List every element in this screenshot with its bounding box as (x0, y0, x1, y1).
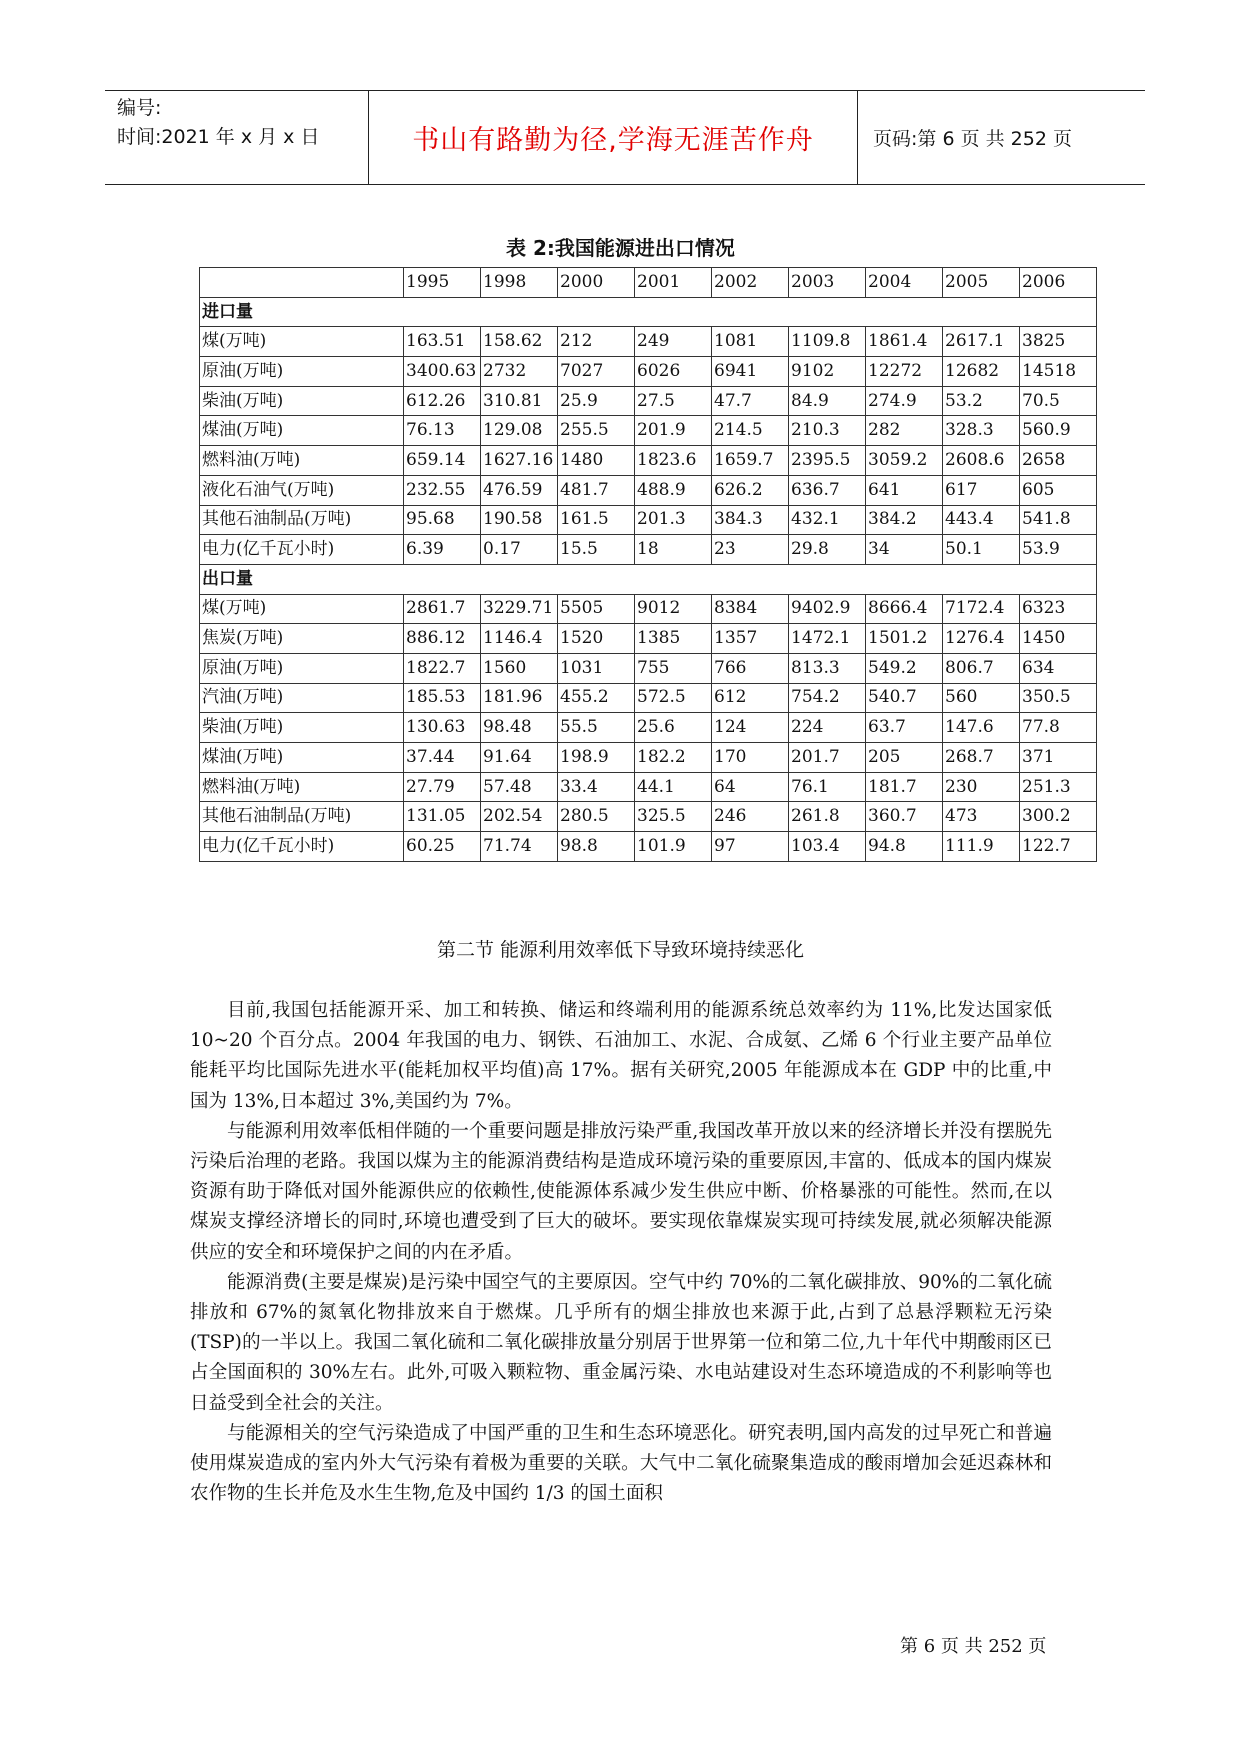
value-cell: 455.2 (558, 683, 635, 713)
value-cell: 488.9 (635, 475, 712, 505)
row-label-cell: 燃料油(万吨) (200, 446, 404, 476)
header-time: 时间:2021 年 x 月 x 日 (117, 126, 320, 148)
value-cell: 1450 (1020, 624, 1097, 654)
value-cell: 224 (789, 713, 866, 743)
value-cell: 641 (866, 475, 943, 505)
value-cell: 1276.4 (943, 624, 1020, 654)
value-cell: 14518 (1020, 357, 1097, 387)
value-cell: 481.7 (558, 475, 635, 505)
value-cell: 549.2 (866, 653, 943, 683)
paragraph: 与能源利用效率低相伴随的一个重要问题是排放污染严重,我国改革开放以来的经济增长并没有摆脱先污染后治理的老路。我国以煤为主的能源消费结构是造成环境污染的重要原因,丰富的、低成本的国内煤炭资源有助于降低对国外能源供应的依赖性,使能源体系减少发生供应中断、价格暴涨的可能性。然而,在以煤炭支撑经济增长的同时,环境也遭受到了巨大的破坏。要实现依靠煤炭实现可持续发展,就必须解决能源供应的安全和环境保护之间的内在矛盾。 (190, 1120, 1052, 1263)
value-cell: 1659.7 (712, 446, 789, 476)
value-cell: 185.53 (404, 683, 481, 713)
value-cell: 97 (712, 832, 789, 862)
value-cell: 15.5 (558, 535, 635, 565)
value-cell: 29.8 (789, 535, 866, 565)
table-row (200, 386, 1097, 416)
value-cell: 95.68 (404, 505, 481, 535)
value-cell: 44.1 (635, 772, 712, 802)
row-label-cell: 电力(亿千瓦小时) (200, 535, 404, 565)
value-cell: 1081 (712, 327, 789, 357)
section-title: 第二节 能源利用效率低下导致环境持续恶化 (436, 939, 805, 961)
row-label-cell: 煤油(万吨) (200, 416, 404, 446)
table-row (200, 683, 1097, 713)
year-header-cell: 1995 (404, 268, 481, 298)
value-cell: 282 (866, 416, 943, 446)
value-cell: 350.5 (1020, 683, 1097, 713)
value-cell: 1627.16 (481, 446, 558, 476)
value-cell: 659.14 (404, 446, 481, 476)
value-cell: 371 (1020, 743, 1097, 773)
value-cell: 232.55 (404, 475, 481, 505)
value-cell: 23 (712, 535, 789, 565)
value-cell: 1480 (558, 446, 635, 476)
value-cell: 6323 (1020, 594, 1097, 624)
header-motto: 书山有路勤为径,学海无涯苦作舟 (412, 125, 814, 156)
row-label-cell: 煤(万吨) (200, 594, 404, 624)
value-cell: 634 (1020, 653, 1097, 683)
value-cell: 170 (712, 743, 789, 773)
value-cell: 122.7 (1020, 832, 1097, 862)
value-cell: 53.2 (943, 386, 1020, 416)
value-cell: 1031 (558, 653, 635, 683)
value-cell: 205 (866, 743, 943, 773)
table-row (200, 713, 1097, 743)
value-cell: 1357 (712, 624, 789, 654)
value-cell: 432.1 (789, 505, 866, 535)
body-text (190, 996, 1052, 1509)
year-header-cell: 2004 (866, 268, 943, 298)
table-row (200, 416, 1097, 446)
value-cell: 9012 (635, 594, 712, 624)
value-cell: 101.9 (635, 832, 712, 862)
value-cell: 3400.63 (404, 357, 481, 387)
value-cell: 8666.4 (866, 594, 943, 624)
value-cell: 755 (635, 653, 712, 683)
table-header-row (200, 268, 1097, 298)
value-cell: 230 (943, 772, 1020, 802)
value-cell: 9402.9 (789, 594, 866, 624)
table-row (200, 772, 1097, 802)
year-header-cell: 2003 (789, 268, 866, 298)
value-cell: 25.6 (635, 713, 712, 743)
page-header (105, 90, 1145, 185)
paragraph: 能源消费(主要是煤炭)是污染中国空气的主要原因。空气中约 70%的二氧化碳排放、90%的二氧化硫排放和 67%的氮氧化物排放来自于燃煤。几乎所有的烟尘排放也来源于此,占到了总悬浮颗粒无污染(TSP)的一半以上。我国二氧化硫和二氧化碳排放量分别居于世界第一位和第二位,九十年代中期酸雨区已占全国面积的 30%左右。此外,可吸入颗粒物、重金属污染、水电站建设对生态环境造成的不利影响等也日益受到全社会的关注。 (190, 1271, 1052, 1414)
value-cell: 886.12 (404, 624, 481, 654)
value-cell: 1109.8 (789, 327, 866, 357)
value-cell: 94.8 (866, 832, 943, 862)
value-cell: 76.13 (404, 416, 481, 446)
value-cell: 64 (712, 772, 789, 802)
value-cell: 12682 (943, 357, 1020, 387)
section-label: 进口量 (200, 297, 1097, 327)
value-cell: 131.05 (404, 802, 481, 832)
year-header-cell: 2006 (1020, 268, 1097, 298)
row-label-cell: 焦炭(万吨) (200, 624, 404, 654)
value-cell: 84.9 (789, 386, 866, 416)
table-row (200, 535, 1097, 565)
value-cell: 5505 (558, 594, 635, 624)
value-cell: 130.63 (404, 713, 481, 743)
row-label-cell: 煤(万吨) (200, 327, 404, 357)
value-cell: 246 (712, 802, 789, 832)
value-cell: 161.5 (558, 505, 635, 535)
table-row (200, 802, 1097, 832)
value-cell: 7027 (558, 357, 635, 387)
row-label-cell: 原油(万吨) (200, 357, 404, 387)
value-cell: 1472.1 (789, 624, 866, 654)
value-cell: 210.3 (789, 416, 866, 446)
value-cell: 2608.6 (943, 446, 1020, 476)
value-cell: 1501.2 (866, 624, 943, 654)
value-cell: 6026 (635, 357, 712, 387)
value-cell: 124 (712, 713, 789, 743)
value-cell: 8384 (712, 594, 789, 624)
row-label-cell: 柴油(万吨) (200, 386, 404, 416)
value-cell: 384.2 (866, 505, 943, 535)
value-cell: 98.48 (481, 713, 558, 743)
value-cell: 6941 (712, 357, 789, 387)
value-cell: 201.3 (635, 505, 712, 535)
value-cell: 76.1 (789, 772, 866, 802)
row-label-cell: 柴油(万吨) (200, 713, 404, 743)
value-cell: 1560 (481, 653, 558, 683)
year-header-cell: 1998 (481, 268, 558, 298)
value-cell: 9102 (789, 357, 866, 387)
value-cell: 3059.2 (866, 446, 943, 476)
value-cell: 473 (943, 802, 1020, 832)
value-cell: 214.5 (712, 416, 789, 446)
value-cell: 129.08 (481, 416, 558, 446)
table-row (200, 446, 1097, 476)
value-cell: 560.9 (1020, 416, 1097, 446)
year-header-cell: 2005 (943, 268, 1020, 298)
value-cell: 1146.4 (481, 624, 558, 654)
table-row (200, 357, 1097, 387)
value-cell: 806.7 (943, 653, 1020, 683)
header-divider (857, 91, 858, 184)
header-meta (117, 94, 367, 152)
value-cell: 25.9 (558, 386, 635, 416)
value-cell: 0.17 (481, 535, 558, 565)
value-cell: 325.5 (635, 802, 712, 832)
row-label-cell: 原油(万吨) (200, 653, 404, 683)
value-cell: 1861.4 (866, 327, 943, 357)
value-cell: 163.51 (404, 327, 481, 357)
value-cell: 328.3 (943, 416, 1020, 446)
value-cell: 63.7 (866, 713, 943, 743)
value-cell: 201.9 (635, 416, 712, 446)
value-cell: 2617.1 (943, 327, 1020, 357)
table-row (200, 327, 1097, 357)
table-row (200, 475, 1097, 505)
row-label-cell: 其他石油制品(万吨) (200, 802, 404, 832)
row-label-cell: 液化石油气(万吨) (200, 475, 404, 505)
value-cell: 636.7 (789, 475, 866, 505)
value-cell: 98.8 (558, 832, 635, 862)
year-header-cell: 2002 (712, 268, 789, 298)
value-cell: 12272 (866, 357, 943, 387)
value-cell: 572.5 (635, 683, 712, 713)
value-cell: 60.25 (404, 832, 481, 862)
value-cell: 2395.5 (789, 446, 866, 476)
table-title: 表 2:我国能源进出口情况 (506, 236, 735, 260)
value-cell: 300.2 (1020, 802, 1097, 832)
value-cell: 27.79 (404, 772, 481, 802)
value-cell: 212 (558, 327, 635, 357)
value-cell: 626.2 (712, 475, 789, 505)
value-cell: 33.4 (558, 772, 635, 802)
paragraph: 与能源相关的空气污染造成了中国严重的卫生和生态环境恶化。研究表明,国内高发的过早死亡和普遍使用煤炭造成的室内外大气污染有着极为重要的关联。大气中二氧化硫聚集造成的酸雨增加会延迟森林和农作物的生长并危及水生生物,危及中国约 1/3 的国土面积 (190, 1422, 1052, 1505)
value-cell: 91.64 (481, 743, 558, 773)
table-row (200, 743, 1097, 773)
value-cell: 50.1 (943, 535, 1020, 565)
value-cell: 754.2 (789, 683, 866, 713)
value-cell: 6.39 (404, 535, 481, 565)
row-label-cell: 煤油(万吨) (200, 743, 404, 773)
value-cell: 18 (635, 535, 712, 565)
table-section-row (200, 564, 1097, 594)
value-cell: 766 (712, 653, 789, 683)
value-cell: 560 (943, 683, 1020, 713)
value-cell: 255.5 (558, 416, 635, 446)
value-cell: 37.44 (404, 743, 481, 773)
value-cell: 476.59 (481, 475, 558, 505)
value-cell: 70.5 (1020, 386, 1097, 416)
value-cell: 2658 (1020, 446, 1097, 476)
year-header-cell: 2000 (558, 268, 635, 298)
header-number-label: 编号: (117, 97, 162, 119)
value-cell: 268.7 (943, 743, 1020, 773)
value-cell: 813.3 (789, 653, 866, 683)
value-cell: 360.7 (866, 802, 943, 832)
value-cell: 1823.6 (635, 446, 712, 476)
value-cell: 3229.71 (481, 594, 558, 624)
value-cell: 274.9 (866, 386, 943, 416)
row-label-cell: 电力(亿千瓦小时) (200, 832, 404, 862)
value-cell: 310.81 (481, 386, 558, 416)
year-header-cell: 2001 (635, 268, 712, 298)
value-cell: 1520 (558, 624, 635, 654)
value-cell: 77.8 (1020, 713, 1097, 743)
value-cell: 261.8 (789, 802, 866, 832)
value-cell: 147.6 (943, 713, 1020, 743)
value-cell: 71.74 (481, 832, 558, 862)
value-cell: 27.5 (635, 386, 712, 416)
value-cell: 53.9 (1020, 535, 1097, 565)
value-cell: 249 (635, 327, 712, 357)
section-label: 出口量 (200, 564, 1097, 594)
table-row (200, 832, 1097, 862)
value-cell: 251.3 (1020, 772, 1097, 802)
table-row (200, 594, 1097, 624)
value-cell: 384.3 (712, 505, 789, 535)
value-cell: 103.4 (789, 832, 866, 862)
row-label-cell: 汽油(万吨) (200, 683, 404, 713)
table-row (200, 505, 1097, 535)
value-cell: 201.7 (789, 743, 866, 773)
table-row (200, 653, 1097, 683)
value-cell: 182.2 (635, 743, 712, 773)
value-cell: 198.9 (558, 743, 635, 773)
value-cell: 158.62 (481, 327, 558, 357)
row-label-cell: 其他石油制品(万吨) (200, 505, 404, 535)
value-cell: 47.7 (712, 386, 789, 416)
value-cell: 181.96 (481, 683, 558, 713)
value-cell: 443.4 (943, 505, 1020, 535)
value-cell: 605 (1020, 475, 1097, 505)
value-cell: 7172.4 (943, 594, 1020, 624)
value-cell: 190.58 (481, 505, 558, 535)
value-cell: 1385 (635, 624, 712, 654)
paragraph: 目前,我国包括能源开采、加工和转换、储运和终端利用的能源系统总效率约为 11%,比发达国家低 10~20 个百分点。2004 年我国的电力、钢铁、石油加工、水泥、合成氨、乙烯 6 个行业主要产品单位能耗平均比国际先进水平(能耗加权平均值)高 17%。据有关研究,2005 年能源成本在 GDP 中的比重,中国为 13%,日本超过 3%,美国约为 7%。 (190, 1000, 1052, 1112)
value-cell: 55.5 (558, 713, 635, 743)
value-cell: 617 (943, 475, 1020, 505)
page-footer: 第 6 页 共 252 页 (900, 1636, 1047, 1657)
header-page-info: 页码:第 6 页 共 252 页 (873, 128, 1072, 150)
value-cell: 280.5 (558, 802, 635, 832)
value-cell: 57.48 (481, 772, 558, 802)
energy-trade-table (199, 267, 1097, 862)
value-cell: 2861.7 (404, 594, 481, 624)
table-row (200, 624, 1097, 654)
value-cell: 612 (712, 683, 789, 713)
value-cell: 34 (866, 535, 943, 565)
value-cell: 3825 (1020, 327, 1097, 357)
value-cell: 111.9 (943, 832, 1020, 862)
value-cell: 541.8 (1020, 505, 1097, 535)
row-label-cell: 燃料油(万吨) (200, 772, 404, 802)
value-cell: 202.54 (481, 802, 558, 832)
value-cell: 181.7 (866, 772, 943, 802)
table-section-row (200, 297, 1097, 327)
value-cell: 540.7 (866, 683, 943, 713)
value-cell: 612.26 (404, 386, 481, 416)
value-cell: 1822.7 (404, 653, 481, 683)
table-corner-cell (200, 268, 404, 298)
value-cell: 2732 (481, 357, 558, 387)
